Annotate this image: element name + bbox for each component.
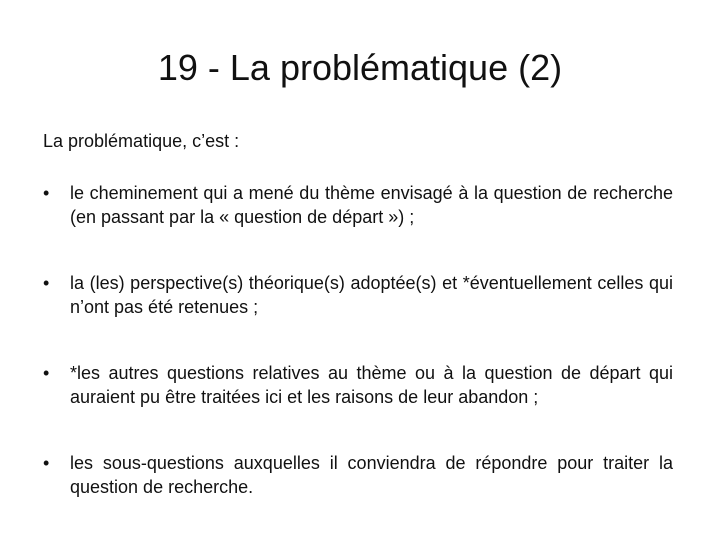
bullet-text: les sous-questions auxquelles il conviendra de répondre pour traiter la question de recherche. [70, 453, 673, 497]
slide-title: 19 - La problématique (2) [157, 47, 563, 88]
bullet-text: le cheminement qui a mené du thème envisagé à la question de recherche (en passant par la « question de départ ») ; [70, 183, 673, 227]
bullet-icon: • [43, 363, 50, 383]
bullet-list [43, 181, 673, 541]
bullet-item [43, 361, 673, 409]
bullet-item [43, 181, 673, 229]
bullet-text: *les autres questions relatives au thème ou à la question de départ qui auraient pu être traitées ici et les raisons de leur abandon ; [70, 363, 673, 407]
bullet-icon: • [43, 453, 50, 473]
bullet-item [43, 271, 673, 319]
bullet-icon: • [43, 183, 50, 203]
bullet-item [43, 451, 673, 499]
bullet-text: la (les) perspective(s) théorique(s) adoptée(s) et *éventuellement celles qui n’ont pas été retenues ; [70, 273, 673, 317]
intro-text: La problématique, c’est : [43, 131, 240, 151]
bullet-icon: • [43, 273, 50, 293]
